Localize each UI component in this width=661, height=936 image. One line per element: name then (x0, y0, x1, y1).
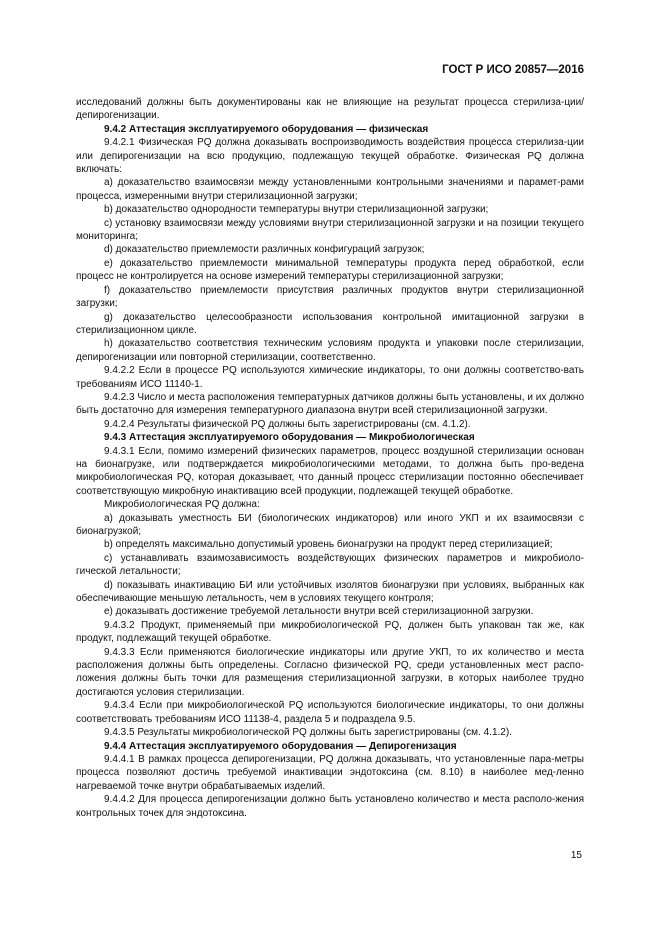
paragraph: 9.4.2.1 Физическая PQ должна доказывать воспроизводимость воздействия процесса стерилиза-ции или депирогенизации на всю продукцию, подлежащую текущей обработке. Физическая PQ должна включать: (76, 137, 584, 176)
paragraph: f) доказательство приемлемости присутствия различных продуктов внутри стерилизационной загрузки; (76, 284, 584, 310)
document-header: ГОСТ Р ИСО 20857—2016 (442, 64, 584, 76)
paragraph: c) установку взаимосвязи между условиями внутри стерилизационной загрузки и на позиции текущего мониторинга; (76, 217, 584, 243)
paragraph: b) доказательство однородности температуры внутри стерилизационной загрузки; (104, 204, 489, 216)
page-number: 15 (570, 850, 582, 861)
paragraph: d) доказательство приемлемости различных конфигураций загрузок; (104, 244, 425, 256)
paragraph: g) доказательство целесообразности использования контрольной имитационной загрузки в стерилизационном цикле. (76, 311, 584, 336)
paragraph: 9.4.3.1 Если, помимо измерений физических параметров, процесс воздушной стерилизации основан на бионагрузке, или подтверждается микробиологическими методами, то должна быть про-ведена микробиологическая PQ, которая доказывает, что данный процесс стерилизации постоянно обеспечивает соответствующую микробную инактивацию всей продукции, подлежащей текущей обработке. (76, 445, 584, 497)
section-heading: 9.4.3 Аттестация эксплуатируемого оборудования — Микробиологическая (104, 432, 475, 444)
section-heading: 9.4.2 Аттестация эксплуатируемого оборудования — физическая (104, 123, 429, 135)
paragraph: 9.4.3.5 Результаты микробиологической PQ должны быть зарегистрированы (см. 4.1.2). (104, 727, 512, 739)
paragraph: h) доказательство соответствия техническим условиям продукта и упаковки после стерилизации, депирогенизации или повторной стерилизации, соответственно. (76, 338, 584, 363)
paragraph: e) доказательство приемлемости минимальной температуры продукта перед обработкой, если процесс не контролируется на основе измерений температуры стерилизационной загрузки; (76, 257, 584, 283)
paragraph: a) доказательство взаимосвязи между установленными контрольными значениями и парамет-рами процесса, измеренными внутри стерилизационной загрузки; (76, 177, 584, 202)
paragraph: c) устанавливать взаимозависимость воздействующих физических параметров и микробиоло-гической летальности; (76, 552, 584, 578)
paragraph: e) доказывать достижение требуемой летальности внутри всей стерилизационной загрузки. (104, 606, 534, 618)
paragraph: 9.4.3.2 Продукт, применяемый при микробиологической PQ, должен быть упакован так же, как продукт, подлежащий текущей обработке. (76, 619, 584, 645)
paragraph: 9.4.4.2 Для процесса депирогенизации должно быть установлено количество и места располо-жения контрольных точек для эндотоксина. (76, 794, 584, 819)
paragraph: b) определять максимально допустимый уровень бионагрузки на продукт перед стерилизацией; (104, 539, 553, 551)
paragraph: a) доказывать уместность БИ (биологических индикаторов) или иного УКП и их взаимосвязи с бионагрузкой; (76, 512, 584, 537)
document-body (76, 96, 584, 820)
paragraph: 9.4.3.4 Если при микробиологической PQ используются биологические индикаторы, то они должны соответствовать требованиям ИСО 11138-4, раздела 5 и подраздела 9.5. (76, 700, 584, 725)
paragraph: 9.4.2.2 Если в процессе PQ используются химические индикаторы, то они должны соответство-вать требованиям ИСО 11140-1. (76, 365, 584, 390)
paragraph: d) показывать инактивацию БИ или устойчивых изолятов бионагрузки при условиях, выбранных как обеспечивающие меньшую летальность, чем в условиях текущего контроля; (76, 579, 584, 605)
section-heading: 9.4.4 Аттестация эксплуатируемого оборудования — Депирогенизация (104, 740, 457, 752)
paragraph: исследований должны быть документированы как не влияющие на результат процесса стерилиза-ции/депирогенизации. (76, 97, 584, 122)
paragraph: 9.4.4.1 В рамках процесса депирогенизации, PQ должна доказывать, что установленные пара-метры процесса позволяют достичь требуемой инактивации эндотоксина (см. 8.10) в наиболее мед-ленно нагреваемой точке внутри обрабатываемых изделий. (76, 753, 584, 792)
paragraph: 9.4.2.3 Число и места расположения температурных датчиков должны быть установлены, и их должно быть достаточно для измерения температурного диапазона внутри всей стерилизационной загрузки. (76, 391, 584, 417)
paragraph: 9.4.3.3 Если применяются биологические индикаторы или другие УКП, то их количество и места расположения должны быть определены. Согласно физической PQ, среди установленных мест распо-ложения должны быть точки для размещения стерилизационной загрузки, в которых наиболее трудно достигаются условия стерилизации. (76, 646, 584, 698)
paragraph: 9.4.2.4 Результаты физической PQ должны быть зарегистрированы (см. 4.1.2). (104, 418, 471, 430)
paragraph: Микробиологическая PQ должна: (104, 499, 260, 511)
